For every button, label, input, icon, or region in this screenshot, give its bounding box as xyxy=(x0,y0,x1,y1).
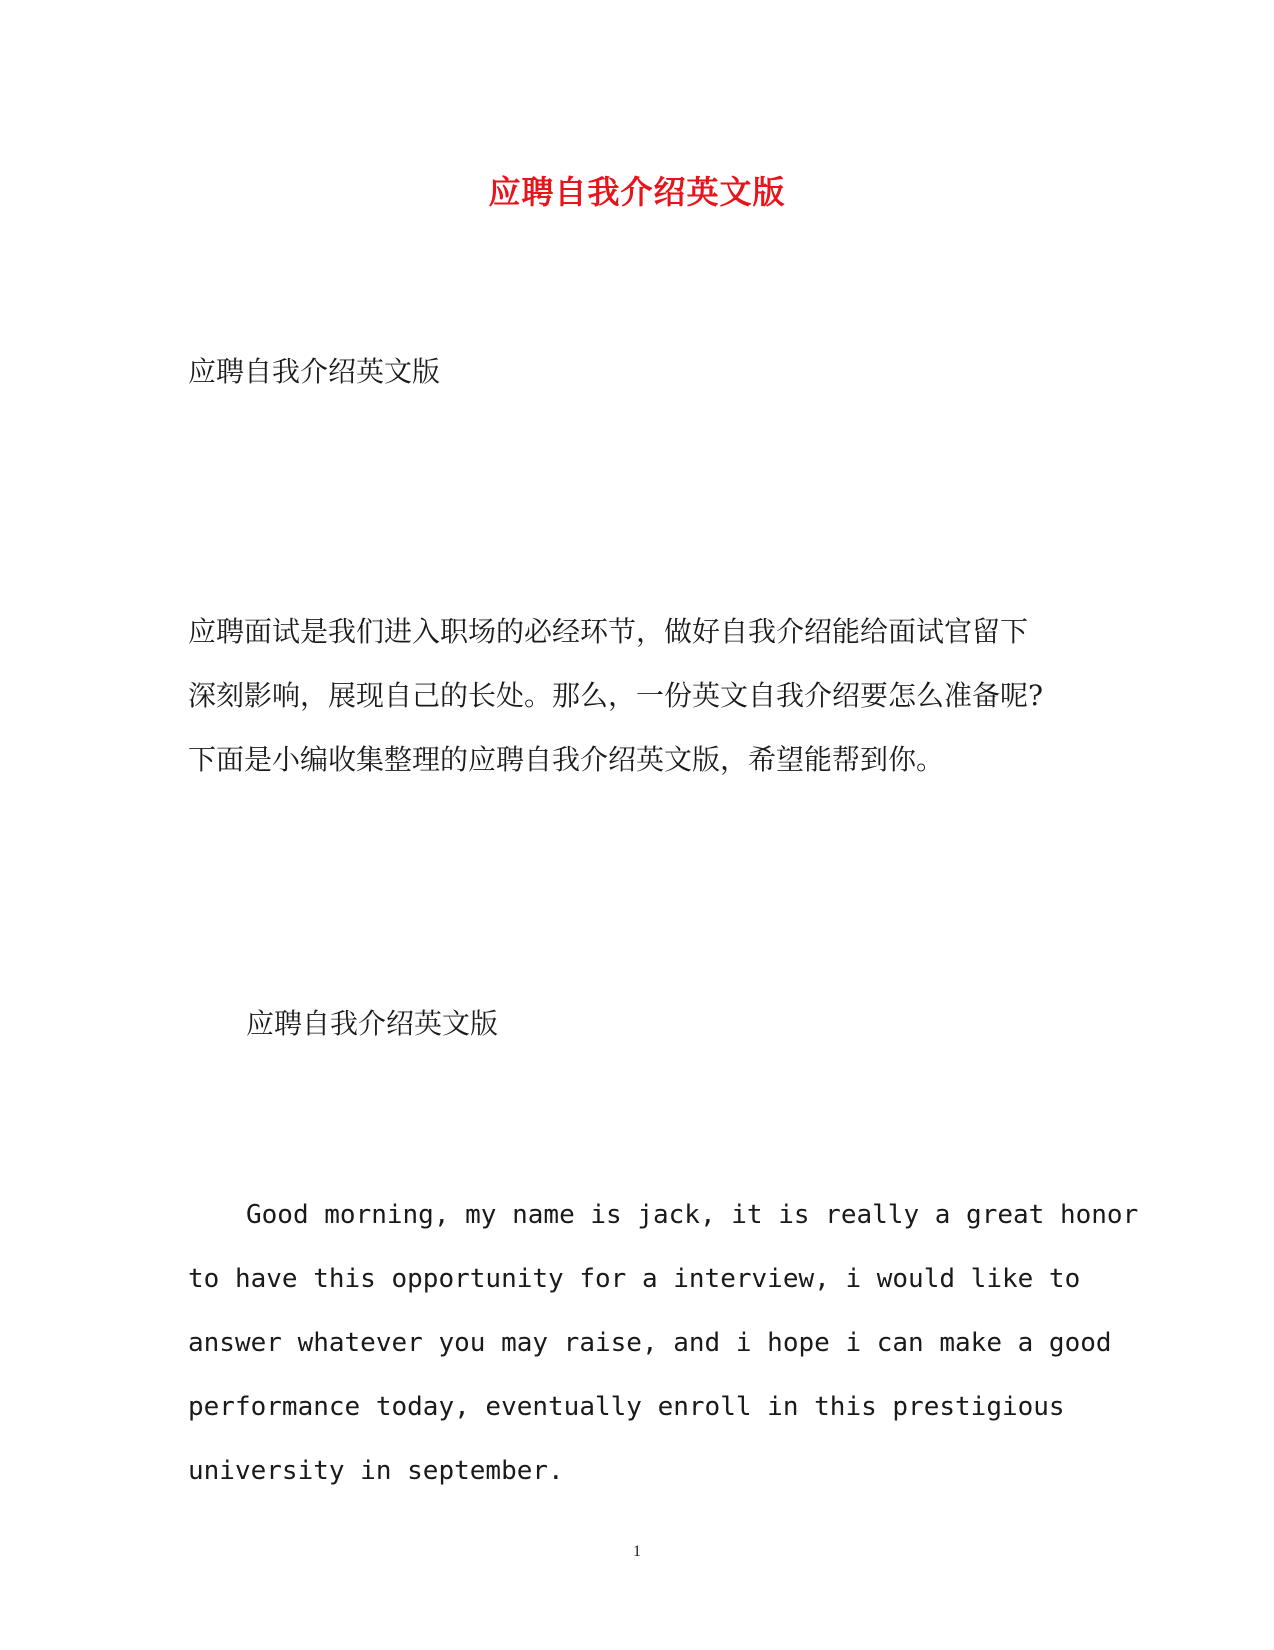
intro-line: 深刻影响，展现自己的长处。那么，一份英文自我介绍要怎么准备呢? xyxy=(188,679,1044,712)
page-number: 1 xyxy=(633,1543,641,1560)
english-line: university in september. xyxy=(188,1456,564,1486)
english-line: Good morning, my name is jack, it is really a great honor xyxy=(246,1200,1139,1230)
english-line: performance today, eventually enroll in this prestigious xyxy=(188,1392,1065,1422)
section-heading: 应聘自我介绍英文版 xyxy=(246,1007,499,1040)
intro-line: 应聘面试是我们进入职场的必经环节，做好自我介绍能给面试官留下 xyxy=(188,615,1029,648)
intro-line: 下面是小编收集整理的应聘自我介绍英文版，希望能帮到你。 xyxy=(188,743,945,776)
document-title: 应聘自我介绍英文版 xyxy=(488,173,786,211)
document-subheading: 应聘自我介绍英文版 xyxy=(188,355,441,388)
english-line: to have this opportunity for a interview, i would like to xyxy=(188,1264,1081,1294)
english-line: answer whatever you may raise, and i hope i can make a good xyxy=(188,1328,1112,1358)
